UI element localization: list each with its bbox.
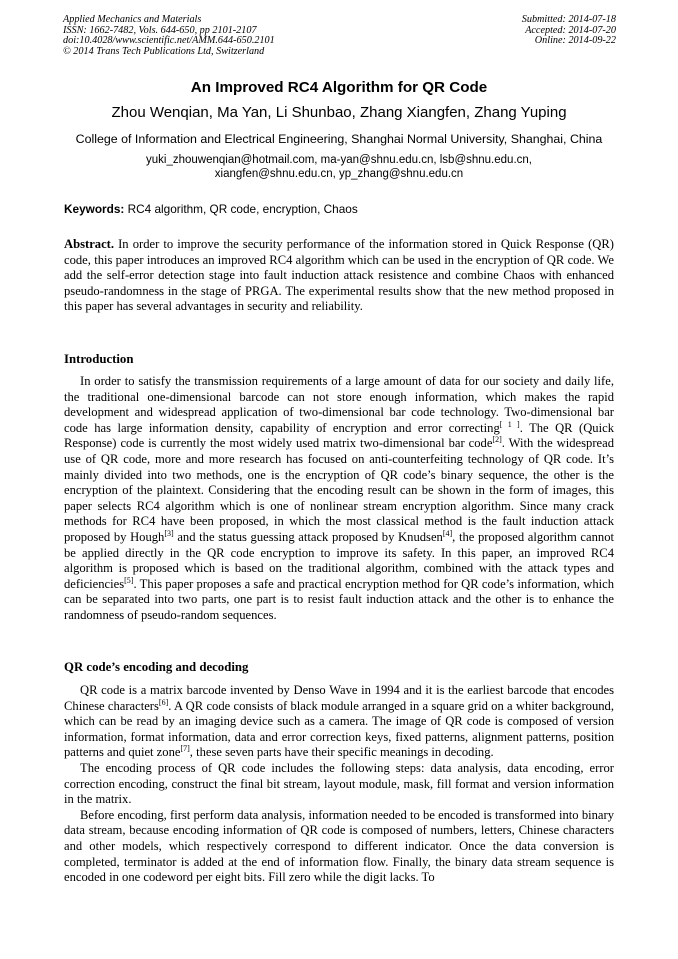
- introduction-body: [64, 374, 614, 624]
- section-heading-introduction: Introduction: [64, 352, 134, 366]
- journal-header: [63, 15, 275, 57]
- paragraph: QR code is a matrix barcode invented by Denso Wave in 1994 and it is the earliest barcode that encodes Chinese characters[6]. A QR code consists of black module arranged in a square grid on a whiter background, which can be read by an imaging device such as a camera. The image of QR code is composed of version information, format information, data and error correction keys, fixed patterns, alignment patterns, position patterns and quiet zone[7], these seven parts have their specific meanings in decoding.: [64, 683, 614, 760]
- journal-name: Applied Mechanics and Materials: [63, 14, 202, 25]
- paper-title: An Improved RC4 Algorithm for QR Code: [190, 79, 488, 96]
- issn: ISSN: 1662-7482, Vols. 644-650, pp 2101-2107: [63, 24, 257, 36]
- email-list: [0, 153, 678, 182]
- doi-link[interactable]: doi:10.4028/www.scientific.net/AMM.644-650.2101: [63, 35, 275, 47]
- citation-ref[interactable]: [3]: [164, 528, 174, 538]
- citation-ref[interactable]: [7]: [180, 744, 190, 754]
- section-heading-qr-encoding: QR code’s encoding and decoding: [64, 660, 249, 674]
- citation-ref[interactable]: [5]: [124, 575, 134, 585]
- citation-ref[interactable]: [6]: [158, 697, 169, 707]
- abstract-text: In order to improve the security performance of the information stored in Quick Response (QR) code, this paper introduces an improved RC4 algorithm which can be used in the encryption of QR code. We add the self-error detection stage into fault induction attack resistence and combine Chaos with enhanced pseudo-randomness in the stage of PRGA. The experimental results show that the new method proposed in this paper has several advantages in security and reliability.: [64, 237, 614, 314]
- email-line[interactable]: xiangfen@shnu.edu.cn, yp_zhang@shnu.edu.cn: [214, 168, 464, 181]
- author-list: Zhou Wenqian, Ma Yan, Li Shunbao, Zhang Xiangfen, Zhang Yuping: [111, 104, 567, 121]
- citation-ref[interactable]: [4]: [442, 528, 453, 538]
- keywords-text: RC4 algorithm, QR code, encryption, Chaos: [124, 202, 358, 216]
- keywords: [64, 202, 614, 216]
- paragraph: The encoding process of QR code includes the following steps: data analysis, data encoding, error correction encoding, construct the final bit stream, layout module, mask, fill format and version information in the matrix.: [64, 760, 614, 807]
- copyright: © 2014 Trans Tech Publications Ltd, Switzerland: [63, 45, 265, 57]
- abstract: [64, 237, 614, 315]
- online-date: Online: 2014-09-22: [534, 35, 616, 47]
- paragraph: In order to satisfy the transmission requirements of a large amount of data for our society and daily life, the traditional one-dimensional barcode can not store enough information, which makes the rapid development and widespread application of two-dimensional bar code technology. Two-dimensional bar code has large information density, capability of encryption and error correcting[ 1 ]. The QR (Quick Response) code is currently the most widely used matrix two-dimensional bar code[2]. With the widespread use of QR code, more and more research has focused on anti-counterfeiting technology of QR code. It’s mainly divided into two methods, one is the encryption of QR code’s binary sequence, the other is the encryption of the plaintext. Considering that the encoding result can be shown in the form of images, this paper selects RC4 algorithm which is one of nonlinear stream encryption algorithm. Since many crack methods for RC4 have been proposed, in which the most classical method is the fault induction attack proposed by Hough[3] and the status guessing attack proposed by Knudsen[4], the proposed algorithm cannot be applied directly in the QR code encryption to improve its safety. In this paper, an improved RC4 algorithm is proposed which is based on the traditional algorithm, combined with the attack types and deficiencies[5]. This paper proposes a safe and practical encryption method for QR code’s information, which can be separated into two parts, one part is to resist fault induction attack and the other is to enhance the randomness of pseudo-random sequences.: [64, 374, 615, 622]
- qr-section-body: [64, 683, 614, 886]
- accepted-date: Accepted: 2014-07-20: [525, 24, 616, 36]
- abstract-label: Abstract.: [64, 237, 115, 251]
- citation-ref[interactable]: [2]: [492, 435, 502, 445]
- citation-ref[interactable]: [ 1 ]: [499, 419, 520, 429]
- affiliation: College of Information and Electrical Engineering, Shanghai Normal University, Shanghai, China: [75, 132, 603, 146]
- keywords-label: Keywords:: [64, 202, 125, 216]
- submitted-date: Submitted: 2014-07-18: [521, 14, 616, 25]
- paragraph: Before encoding, first perform data analysis, information needed to be encoded is transformed into binary data stream, because encoding information of QR code is composed of numbers, letters, Chinese characters and other models, which respectively correspond to different indicator. Once the data conversion is completed, terminator is added at the end of information flow. Finally, the binary data stream sequence is encoded in one codeword per eight bits. Fill zero while the digit lacks. To: [64, 807, 614, 885]
- email-line[interactable]: yuki_zhouwenqian@hotmail.com, ma-yan@shnu.edu.cn, lsb@shnu.edu.cn,: [146, 154, 532, 166]
- dates-header: [522, 15, 616, 47]
